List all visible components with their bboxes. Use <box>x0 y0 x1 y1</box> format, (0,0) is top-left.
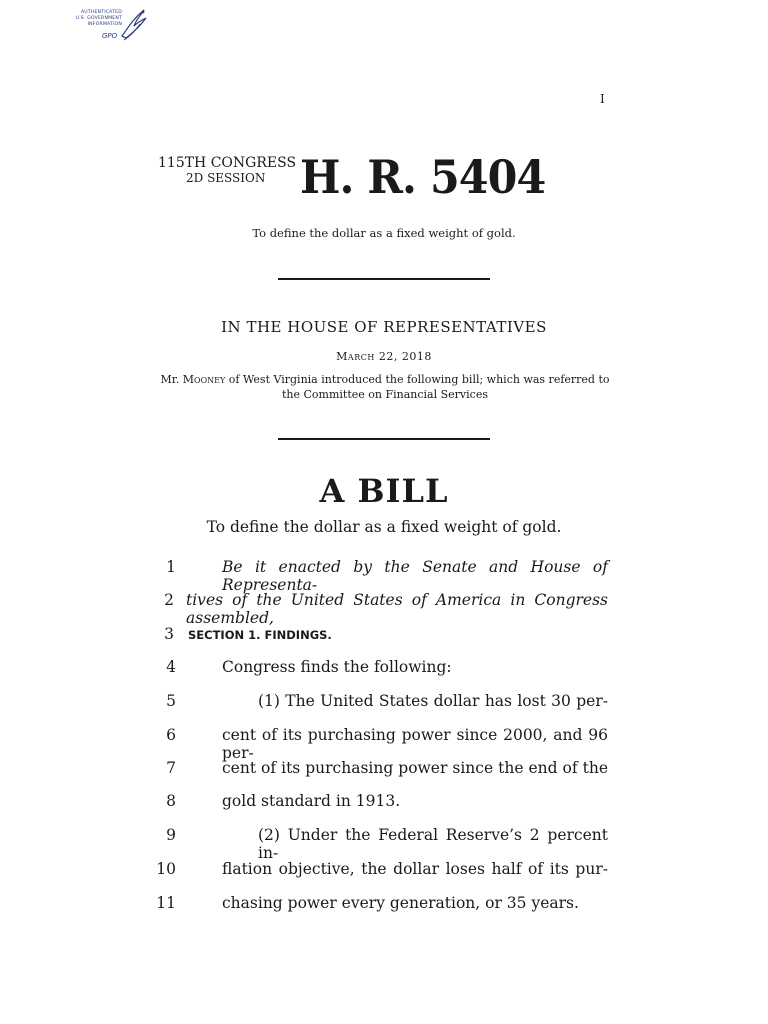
bill-line <box>0 558 768 594</box>
bill-line <box>0 826 768 862</box>
bill-heading: A BILL <box>319 472 449 510</box>
long-title: To define the dollar as a fixed weight of gold. <box>206 518 562 536</box>
bill-line <box>0 894 768 918</box>
bill-line <box>0 726 768 762</box>
line-number: 1 <box>166 558 176 576</box>
line-text: Congress finds the following: <box>222 658 452 676</box>
bill-line <box>0 860 768 884</box>
intro-rest: of West Virginia introduced the following bill; which was referred to the Committee on Financial Services <box>225 373 610 401</box>
seal-line-2: U.S. GOVERNMENT <box>75 16 122 21</box>
divider-rule <box>278 438 490 440</box>
line-number: 5 <box>166 692 176 710</box>
divider-rule <box>278 278 490 280</box>
session-label: 2D SESSION <box>186 171 266 185</box>
line-number: 11 <box>156 894 176 912</box>
intro-prefix: Mr. <box>160 373 183 386</box>
gpo-seal <box>62 6 146 46</box>
section-heading: SECTION 1. FINDINGS. <box>188 628 332 642</box>
sponsor-name: Mooney <box>182 373 226 386</box>
short-title: To define the dollar as a fixed weight of gold. <box>252 226 516 240</box>
seal-line-1: AUTHENTICATED <box>80 10 122 15</box>
bill-number: H. R. 5404 <box>300 150 546 204</box>
introduction-date: March 22, 2018 <box>336 350 432 363</box>
line-number: 9 <box>166 826 176 844</box>
line-text: cent of its purchasing power since 2000, and 96 per- <box>222 726 608 762</box>
introduction-statement <box>160 372 610 402</box>
line-text: (1) The United States dollar has lost 30 per- <box>258 692 608 710</box>
page-marker: I <box>600 92 605 106</box>
chamber-heading: IN THE HOUSE OF REPRESENTATIVES <box>221 318 547 336</box>
bill-line <box>0 792 768 816</box>
bill-line <box>0 658 768 682</box>
line-number: 2 <box>164 591 174 609</box>
bill-line <box>0 625 768 649</box>
line-text: chasing power every generation, or 35 years. <box>222 894 579 912</box>
line-number: 4 <box>166 658 176 676</box>
line-text: cent of its purchasing power since the end of the <box>222 759 608 777</box>
line-number: 8 <box>166 792 176 810</box>
congress-label: 115TH CONGRESS <box>158 155 297 171</box>
line-number: 6 <box>166 726 176 744</box>
line-text: tives of the United States of America in Congress assembled, <box>186 591 608 627</box>
line-text: gold standard in 1913. <box>222 792 401 810</box>
eagle-icon <box>118 6 148 44</box>
bill-line <box>0 692 768 716</box>
line-text: Be it enacted by the Senate and House of Representa- <box>222 558 608 594</box>
bill-line <box>0 759 768 783</box>
seal-line-3: INFORMATION <box>87 22 122 27</box>
bill-line <box>0 591 768 627</box>
line-number: 7 <box>166 759 176 777</box>
line-number: 3 <box>164 625 174 643</box>
seal-gpo-mark: GPO <box>102 32 118 40</box>
line-text: (2) Under the Federal Reserve’s 2 percent in- <box>258 826 608 862</box>
line-number: 10 <box>156 860 176 878</box>
line-text: flation objective, the dollar loses half of its pur- <box>222 860 608 878</box>
